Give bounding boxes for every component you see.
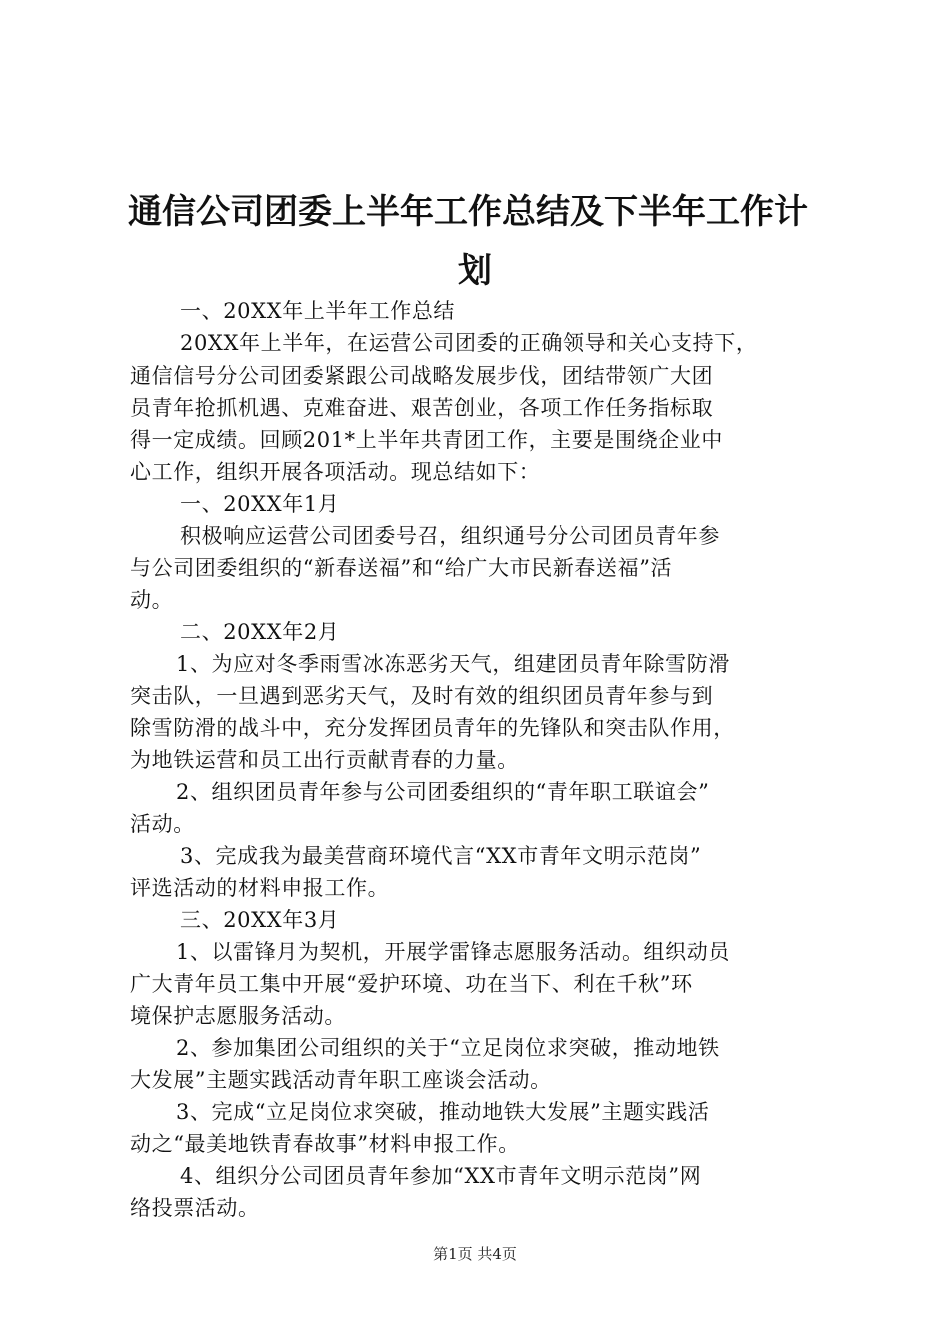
section-heading: 二、20XX年2月 [180,620,340,644]
paragraph-line: 3、完成我为最美营商环境代言“XX市青年文明示范岗” [180,844,702,868]
document-title-line-2: 划 [458,251,492,291]
paragraph-line: 动。 [130,588,174,612]
paragraph-line: 2、参加集团公司组织的关于“立足岗位求突破，推动地铁 [176,1036,720,1060]
paragraph-line: 20XX年上半年，在运营公司团委的正确领导和关心支持下， [180,331,758,355]
paragraph-line: 广大青年员工集中开展“爱护环境、功在当下、利在千秋”环 [130,972,693,996]
paragraph-line: 动之“最美地铁青春故事”材料申报工作。 [130,1132,520,1156]
paragraph-line: 通信信号分公司团委紧跟公司战略发展步伐，团结带领广大团 [130,364,714,388]
paragraph-line: 1、为应对冬季雨雪冰冻恶劣天气，组建团员青年除雪防滑 [176,652,730,676]
paragraph-line: 境保护志愿服务活动。 [130,1004,346,1028]
paragraph-line: 突击队，一旦遇到恶劣天气，及时有效的组织团员青年参与到 [130,684,714,708]
page-footer: 第1页 共4页 [433,1245,517,1263]
paragraph-line: 大发展”主题实践活动青年职工座谈会活动。 [130,1068,552,1092]
paragraph-line: 3、完成“立足岗位求突破，推动地铁大发展”主题实践活 [176,1100,710,1124]
section-heading: 一、20XX年1月 [180,492,340,516]
paragraph-line: 员青年抢抓机遇、克难奋进、艰苦创业，各项工作任务指标取 [130,396,714,420]
paragraph-line: 心工作，组织开展各项活动。现总结如下： [130,460,541,484]
paragraph-line: 为地铁运营和员工出行贡献青春的力量。 [130,748,519,772]
paragraph-line: 2、组织团员青年参与公司团委组织的“青年职工联谊会” [176,780,710,804]
paragraph-line: 与公司团委组织的“新春送福”和“给广大市民新春送福”活 [130,556,673,580]
document-title-line-1: 通信公司团委上半年工作总结及下半年工作计 [128,192,808,232]
paragraph-line: 评选活动的材料申报工作。 [130,876,390,900]
section-heading: 一、20XX年上半年工作总结 [180,299,456,323]
paragraph-line: 4、组织分公司团员青年参加“XX市青年文明示范岗”网 [180,1164,702,1188]
paragraph-line: 积极响应运营公司团委号召，组织通号分公司团员青年参 [180,524,720,548]
section-heading: 三、20XX年3月 [180,908,340,932]
paragraph-line: 得一定成绩。回顾201*上半年共青团工作，主要是围绕企业中 [130,428,723,452]
paragraph-line: 络投票活动。 [130,1196,260,1220]
paragraph-line: 活动。 [130,812,195,836]
paragraph-line: 1、以雷锋月为契机，开展学雷锋志愿服务活动。组织动员 [176,940,730,964]
paragraph-line: 除雪防滑的战斗中，充分发挥团员青年的先锋队和突击队作用， [130,716,735,740]
